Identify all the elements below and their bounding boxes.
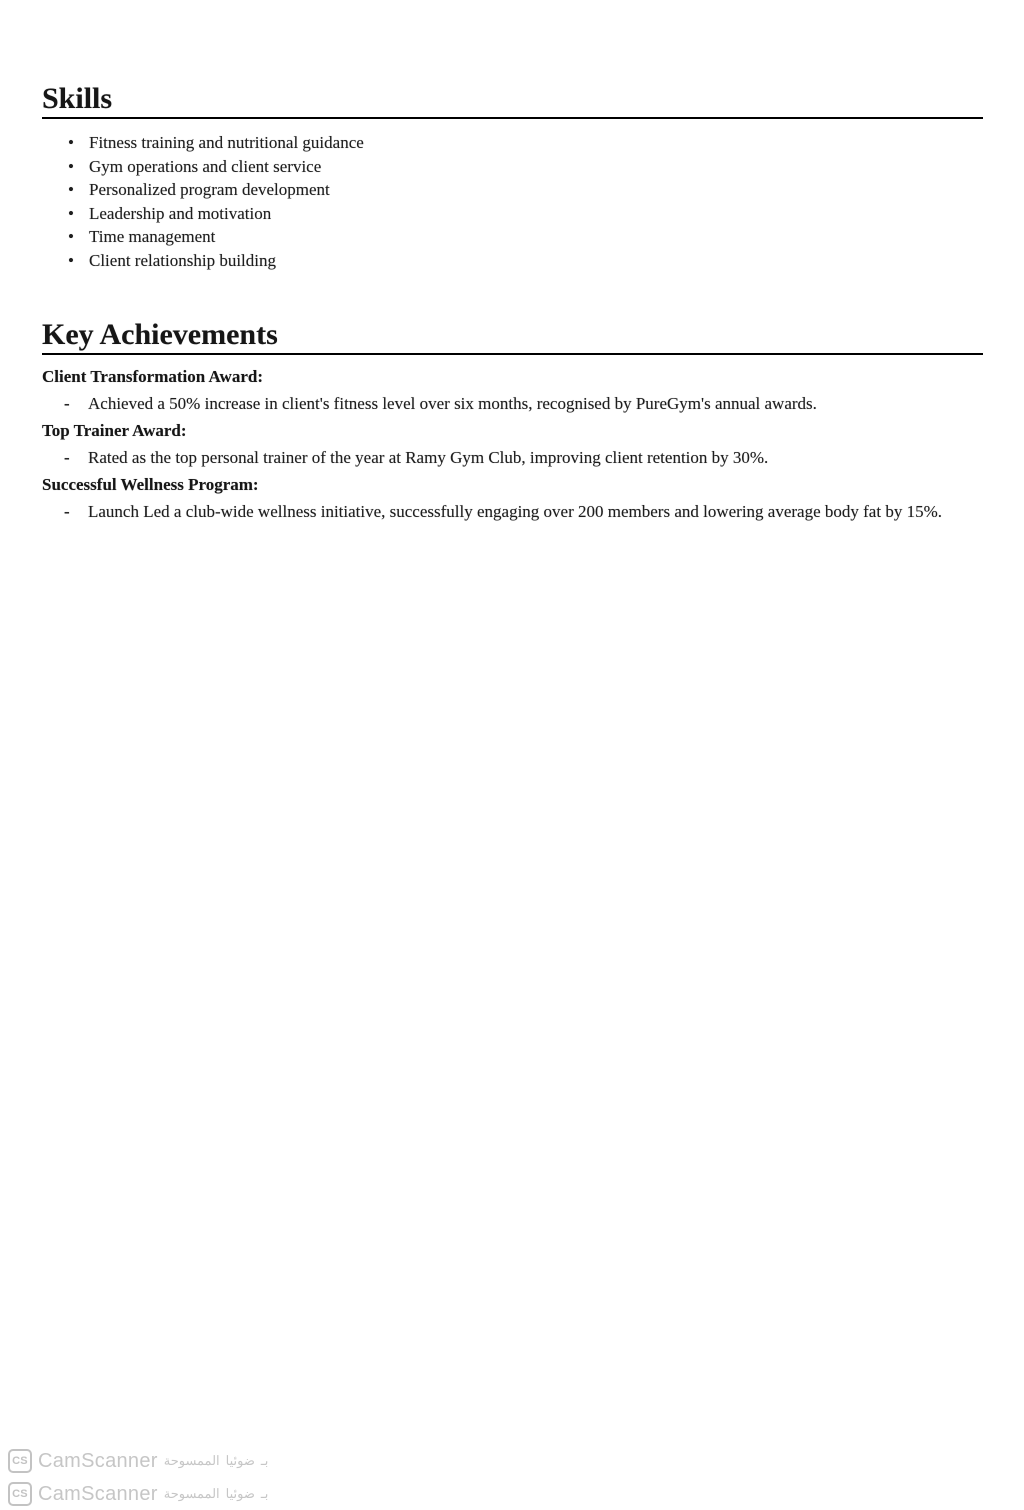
document-page (42, 84, 983, 525)
bullet-icon: • (68, 180, 74, 199)
dash-icon: - (64, 502, 70, 521)
bullet-icon: • (68, 227, 74, 246)
dash-icon: - (64, 448, 70, 467)
dash-icon: - (64, 394, 70, 413)
achievement-detail (42, 498, 983, 525)
camscanner-brand-text: CamScanner (38, 1482, 158, 1505)
achievements-section (42, 320, 983, 525)
skill-item (42, 202, 983, 226)
watermark-arabic-word: الممسوحة (163, 1486, 220, 1501)
skill-text: Client relationship building (89, 250, 276, 270)
bullet-icon: • (68, 250, 74, 270)
camscanner-logo-icon: CS (8, 1449, 32, 1473)
achievement-title: Successful Wellness Program: (42, 475, 259, 494)
camscanner-brand-text: CamScanner (38, 1449, 158, 1472)
bullet-icon: • (68, 133, 74, 152)
skill-item (42, 131, 983, 155)
bullet-icon: • (68, 203, 74, 223)
skill-text: Gym operations and client service (89, 156, 322, 176)
watermark-arabic-word: بـ (260, 1453, 269, 1468)
skill-item (42, 178, 983, 202)
watermark-arabic-word: ضوئيا (225, 1453, 255, 1468)
achievements-heading: Key Achievements (42, 320, 983, 355)
skill-item (42, 249, 983, 273)
bullet-icon: • (68, 156, 74, 176)
camscanner-watermark (8, 1449, 268, 1473)
achievement-detail-text: Rated as the top personal trainer of the year at Ramy Gym Club, improving client retention by 30%. (88, 448, 769, 467)
skill-text: Time management (89, 227, 216, 246)
achievement-title: Client Transformation Award: (42, 367, 263, 386)
achievement-detail-text: Achieved a 50% increase in client's fitness level over six months, recognised by PureGym's annual awards. (88, 394, 817, 413)
skills-heading: Skills (42, 84, 983, 119)
skill-text: Leadership and motivation (89, 203, 272, 223)
camscanner-logo-icon: CS (8, 1482, 32, 1506)
watermark-arabic-word: بـ (260, 1486, 269, 1501)
watermark-arabic-word: ضوئيا (225, 1486, 255, 1501)
skill-item (42, 225, 983, 249)
camscanner-watermark (8, 1482, 268, 1506)
skill-item (42, 155, 983, 179)
achievement-title: Top Trainer Award: (42, 421, 187, 440)
skill-text: Personalized program development (89, 180, 330, 199)
achievement-detail-text: Launch Led a club-wide wellness initiative, successfully engaging over 200 members and lowering average body fat by 15%. (88, 502, 942, 521)
skills-list (42, 131, 983, 272)
achievement-detail (42, 444, 983, 471)
skill-text: Fitness training and nutritional guidance (89, 133, 364, 152)
achievement-detail (42, 390, 983, 417)
watermark-arabic-word: الممسوحة (163, 1453, 220, 1468)
skills-section (42, 84, 983, 272)
